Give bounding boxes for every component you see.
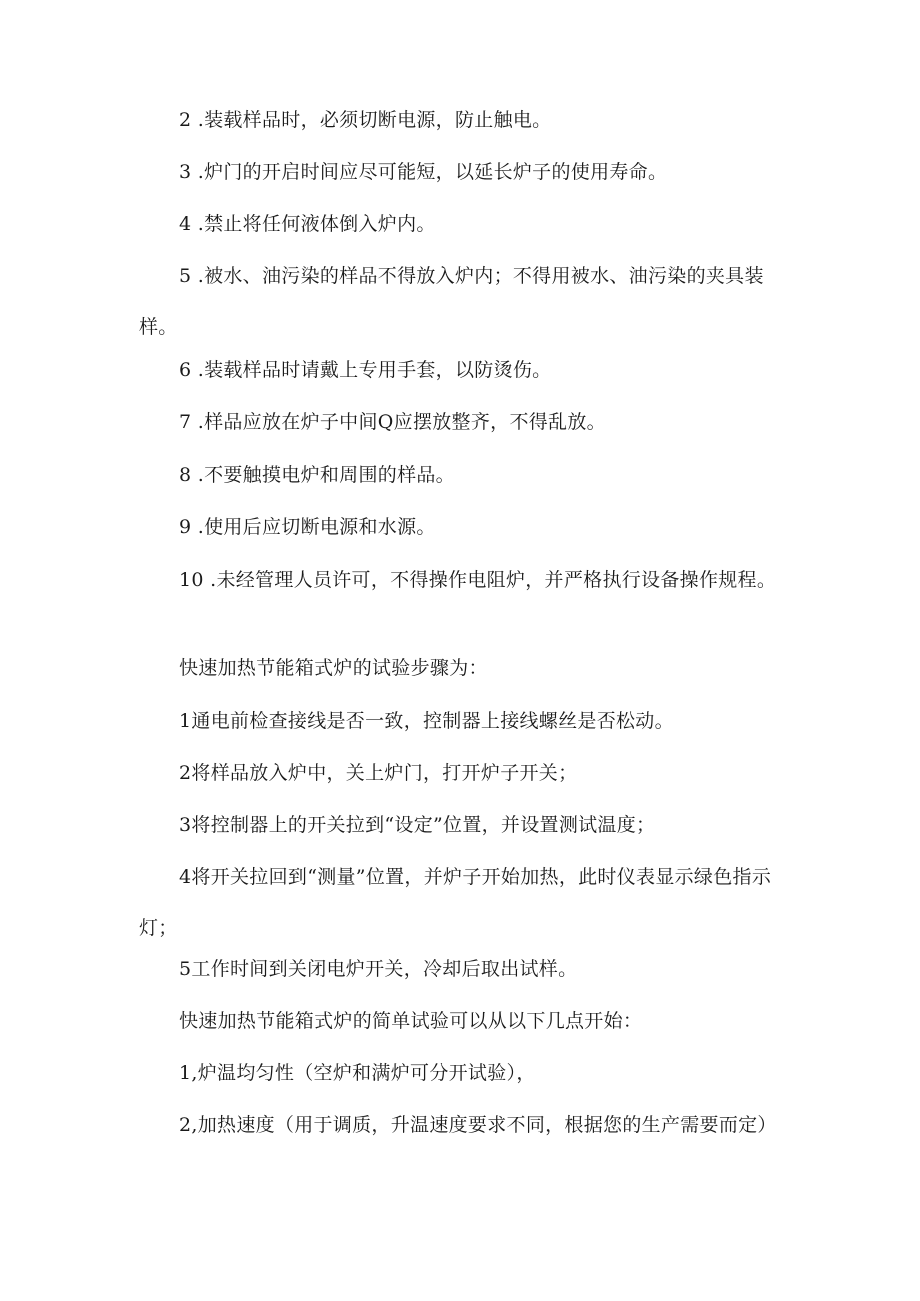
paragraph-rule-9: 9 .使用后应切断电源和水源。 bbox=[179, 516, 436, 538]
paragraph-rule-6: 6 .装载样品时请戴上专用手套，以防烫伤。 bbox=[179, 359, 552, 381]
paragraph-rule-2: 2 .装载样品时，必须切断电源，防止触电。 bbox=[179, 109, 552, 131]
paragraph-rule-4: 4 .禁止将任何液体倒入炉内。 bbox=[179, 213, 436, 235]
paragraph-step-4: 4将开关拉回到“测量”位置，并炉子开始加热，此时仪表显示绿色指示灯； bbox=[139, 866, 772, 939]
paragraph-rule-10: 10 .未经管理人员许可，不得操作电阻炉，并严格执行设备操作规程。 bbox=[179, 569, 777, 591]
paragraph-test-2: 2,加热速度（用于调质，升温速度要求不同，根据您的生产需要而定） bbox=[179, 1114, 777, 1136]
paragraph-rule-3: 3 .炉门的开启时间应尽可能短，以延长炉子的使用寿命。 bbox=[179, 161, 668, 183]
paragraph-step-2: 2将样品放入炉中，关上炉门，打开炉子开关； bbox=[179, 762, 578, 784]
paragraph-rule-5: 5 .被水、油污染的样品不得放入炉内；不得用被水、油污染的夹具装样。 bbox=[139, 265, 764, 338]
section-heading-simple-tests: 快速加热节能箱式炉的简单试验可以从以下几点开始： bbox=[179, 1010, 643, 1032]
paragraph-step-3: 3将控制器上的开关拉到“设定”位置，并设置测试温度； bbox=[179, 814, 656, 836]
paragraph-rule-7: 7 .样品应放在炉子中间Q应摆放整齐，不得乱放。 bbox=[179, 411, 606, 433]
paragraph-step-1: 1通电前检查接线是否一致，控制器上接线螺丝是否松动。 bbox=[179, 710, 674, 732]
paragraph-test-1: 1,炉温均匀性（空炉和满炉可分开试验）， bbox=[179, 1062, 536, 1084]
section-heading-test-steps: 快速加热节能箱式炉的试验步骤为： bbox=[179, 657, 488, 679]
paragraph-step-5: 5工作时间到关闭电炉开关，冷却后取出试样。 bbox=[179, 958, 578, 980]
paragraph-rule-8: 8 .不要触摸电炉和周围的样品。 bbox=[179, 464, 455, 486]
